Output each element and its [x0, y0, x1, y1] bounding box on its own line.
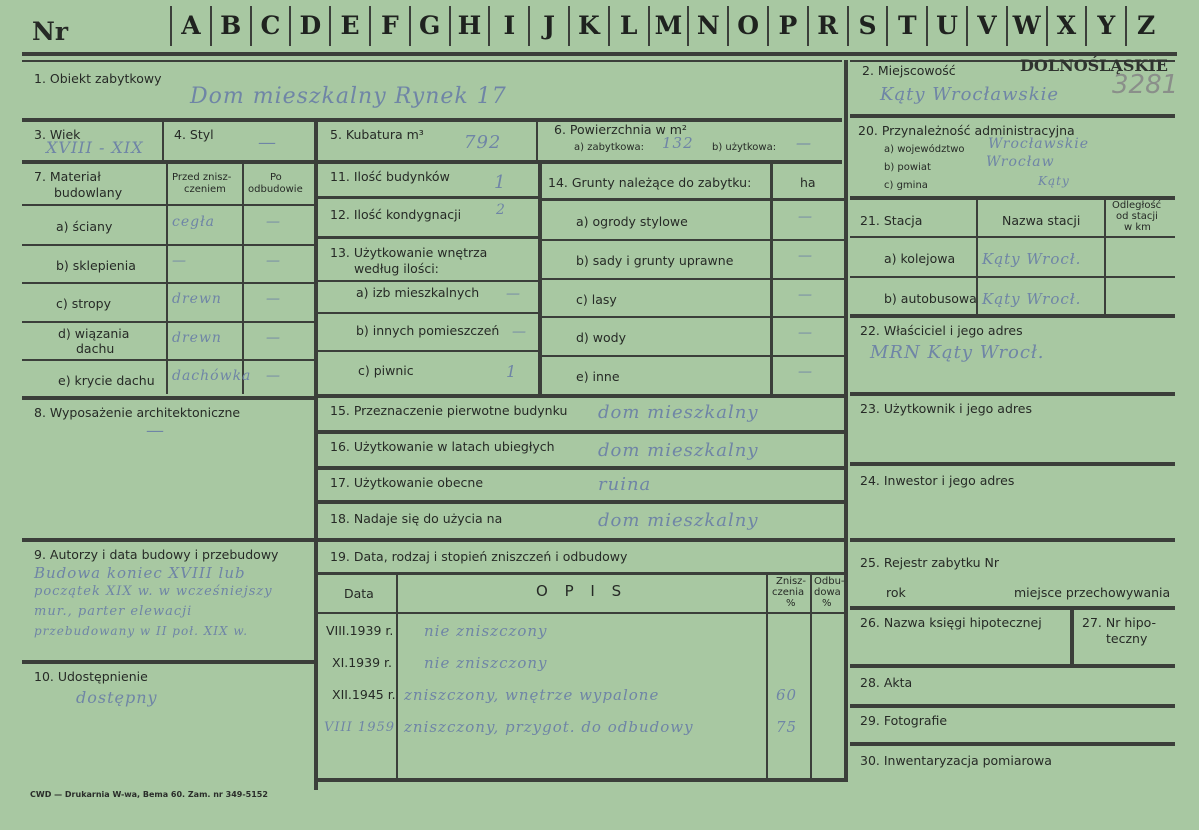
- f19-col-destr-3: %: [786, 598, 796, 609]
- region-stamp: DOLNOŚLĄSKIE: [1020, 56, 1168, 75]
- f7-row-label: b) sklepienia: [56, 257, 136, 273]
- rule: [22, 359, 316, 361]
- f13-label-2: według ilości:: [354, 261, 439, 276]
- f2-value: Kąty Wrocławskie: [880, 84, 1060, 105]
- f1-value: Dom mieszkalny Rynek 17: [190, 84, 507, 109]
- index-letter: E: [329, 6, 369, 46]
- f14-row-label: d) wody: [576, 330, 626, 346]
- f28-label: 28. Akta: [860, 675, 913, 690]
- f21-col-dist-2: od stacji: [1116, 211, 1158, 222]
- rule: [22, 204, 316, 206]
- f21-col-dist-1: Odległość: [1112, 200, 1162, 211]
- index-letter: T: [886, 6, 926, 46]
- index-letter: Y: [1085, 6, 1125, 46]
- rule: [1070, 608, 1074, 666]
- f19-label: 19. Data, rodzaj i stopień zniszczeń i odbudowy: [330, 549, 628, 564]
- f13c-label: c) piwnic: [358, 363, 414, 378]
- f14-row-value: —: [798, 364, 813, 381]
- f19-col-desc: O P I S: [536, 582, 628, 600]
- f29-label: 29. Fotografie: [860, 713, 948, 728]
- f5-value: 792: [464, 132, 502, 153]
- index-letter: J: [528, 6, 568, 46]
- f7-row-after: —: [266, 291, 281, 307]
- f21-label: 21. Stacja: [860, 213, 923, 228]
- printer-footer: CWD — Drukarnia W-wa, Bema 60. Zam. nr 349-5152: [30, 790, 268, 799]
- rule: [850, 314, 1175, 318]
- rule: [316, 236, 538, 239]
- rule: [22, 660, 316, 664]
- f18-value: dom mieszkalny: [598, 510, 759, 531]
- rule: [316, 430, 844, 434]
- index-letter: M: [648, 6, 688, 46]
- f27-label-1: 27. Nr hipo-: [1082, 615, 1157, 630]
- index-letter: L: [608, 6, 648, 46]
- index-letter: K: [568, 6, 608, 46]
- rule: [540, 355, 844, 357]
- rule: [850, 704, 1175, 708]
- f14-row-value: —: [798, 247, 813, 264]
- rule: [316, 394, 844, 398]
- index-letter: P: [767, 6, 807, 46]
- f9-line-4: przebudowany w II poł. XIX w.: [34, 624, 249, 638]
- rule: [766, 574, 768, 780]
- f14-row-label: b) sady i grunty uprawne: [576, 252, 734, 268]
- rule: [316, 500, 844, 504]
- f7-row-before: dachówka: [172, 368, 252, 384]
- rule: [536, 122, 538, 162]
- f20-a-label: a) województwo: [884, 144, 965, 155]
- f7-col-before-1: Przed znisz-: [172, 172, 232, 183]
- index-letter: Z: [1125, 6, 1165, 46]
- f5-label: 5. Kubatura m³: [330, 127, 424, 142]
- rule: [22, 282, 316, 284]
- index-letter: I: [488, 6, 528, 46]
- f19-row-desc: nie zniszczony: [424, 654, 548, 672]
- rule: [396, 574, 398, 780]
- f6-val-b: —: [796, 134, 812, 152]
- index-letter: C: [250, 6, 290, 46]
- f9-line-3: mur., parter elewacji: [34, 604, 193, 619]
- f6-val-a: 132: [662, 134, 694, 152]
- f13a-value: —: [506, 286, 521, 302]
- index-letter: A: [170, 6, 210, 46]
- rule: [540, 239, 844, 241]
- rule: [540, 316, 844, 318]
- header-row: [0, 0, 1199, 60]
- index-letter: G: [409, 6, 449, 46]
- f2-label: 2. Miejscowość: [862, 63, 956, 78]
- f19-col-rebuild-1: Odbu-: [814, 576, 845, 587]
- f21-b-label: b) autobusowa: [884, 291, 977, 306]
- rule: [22, 160, 842, 164]
- f20-c-label: c) gmina: [884, 180, 928, 191]
- f7-row-before: cegła: [172, 214, 215, 230]
- f9-line-1: Budowa koniec XVIII lub: [34, 564, 246, 582]
- f27-label-2: teczny: [1106, 631, 1148, 646]
- f14-unit: ha: [800, 175, 816, 190]
- f23-label: 23. Użytkownik i jego adres: [860, 401, 1032, 416]
- index-letter: B: [210, 6, 250, 46]
- f1-label: 1. Obiekt zabytkowy: [34, 71, 162, 86]
- index-letter: R: [807, 6, 847, 46]
- f22-label: 22. Właściciel i jego adres: [860, 323, 1023, 338]
- rule: [850, 606, 1175, 610]
- f19-row-destr: 75: [776, 718, 798, 736]
- f16-value: dom mieszkalny: [598, 440, 759, 461]
- f4-value: —: [258, 132, 277, 153]
- rule: [316, 350, 538, 352]
- f25-rok: rok: [886, 585, 906, 600]
- f17-label: 17. Użytkowanie obecne: [330, 475, 484, 490]
- f19-row-destr: 60: [776, 686, 798, 704]
- rule: [844, 60, 848, 782]
- index-letter: V: [966, 6, 1006, 46]
- f24-label: 24. Inwestor i jego adres: [860, 473, 1015, 488]
- f10-value: dostępny: [76, 688, 158, 707]
- f7-row-label: dachu: [76, 340, 115, 356]
- rule: [850, 276, 1175, 278]
- f19-row-desc: zniszczony, wnętrze wypalone: [404, 686, 660, 704]
- f7-col-before-2: czeniem: [184, 184, 226, 195]
- index-letter: W: [1006, 6, 1046, 46]
- rule: [22, 244, 316, 246]
- rule: [316, 196, 538, 199]
- f15-value: dom mieszkalny: [598, 402, 759, 423]
- rule: [314, 122, 318, 790]
- rule: [316, 466, 844, 470]
- f7-row-after: —: [266, 329, 281, 346]
- index-letter: D: [289, 6, 329, 46]
- f7-col-after-1: Po: [270, 172, 282, 183]
- rule: [22, 538, 316, 542]
- f7-row-before: drewn: [172, 329, 222, 346]
- f19-col-destr-1: Znisz-: [776, 576, 807, 587]
- f19-row-date: VIII.1939 r.: [326, 623, 394, 638]
- rule: [316, 312, 538, 314]
- f7-label-2: budowlany: [54, 185, 123, 200]
- f20-b-value: Wrocław: [986, 154, 1055, 170]
- index-letter: X: [1046, 6, 1086, 46]
- index-letter: N: [687, 6, 727, 46]
- f21-col-name: Nazwa stacji: [1002, 213, 1081, 228]
- f15-label: 15. Przeznaczenie pierwotne budynku: [330, 403, 568, 418]
- rule: [850, 114, 1175, 118]
- f6-sub-a: a) zabytkowa:: [574, 142, 644, 153]
- rule: [22, 60, 842, 62]
- f30-label: 30. Inwentaryzacja pomiarowa: [860, 753, 1052, 768]
- index-letter: H: [449, 6, 489, 46]
- f21-a-label: a) kolejowa: [884, 251, 956, 266]
- index-letter: S: [847, 6, 887, 46]
- rule: [850, 538, 1175, 542]
- f19-col-date: Data: [344, 586, 374, 601]
- f7-row-before: —: [172, 252, 187, 269]
- f25-place: miejsce przechowywania: [1014, 585, 1171, 600]
- f7-row-before: drewn: [172, 291, 222, 307]
- f19-col-rebuild-3: %: [822, 598, 832, 609]
- f10-label: 10. Udostępnienie: [34, 669, 148, 684]
- f21-b-value: Kąty Wrocł.: [982, 290, 1082, 308]
- rule: [22, 321, 316, 323]
- f3-value: XVIII - XIX: [46, 138, 144, 157]
- f17-value: ruina: [598, 474, 652, 495]
- f7-row-label: e) krycie dachu: [58, 373, 155, 388]
- f3-label: 3. Wiek: [34, 127, 81, 142]
- f7-row-after: —: [266, 252, 281, 269]
- index-letter: F: [369, 6, 409, 46]
- f19-row-date: XI.1939 r.: [332, 655, 392, 670]
- rule: [316, 778, 844, 782]
- f13-label-1: 13. Użytkowanie wnętrza: [330, 245, 488, 260]
- rule: [850, 462, 1175, 466]
- rule: [1104, 200, 1106, 316]
- f14-row-value: —: [798, 286, 813, 303]
- rule: [316, 280, 538, 282]
- f20-b-label: b) powiat: [884, 162, 931, 173]
- f14-row-value: —: [798, 325, 813, 342]
- f13b-label: b) innych pomieszczeń: [356, 323, 500, 338]
- index-letter: U: [926, 6, 966, 46]
- f7-row-label: c) stropy: [56, 296, 111, 311]
- f7-label-1: 7. Materiał: [34, 169, 101, 184]
- f19-row-desc: zniszczony, przygot. do odbudowy: [404, 718, 694, 736]
- f11-label: 11. Ilość budynków: [330, 169, 450, 184]
- card-number: 3281: [1112, 70, 1179, 100]
- f6-label: 6. Powierzchnia w m²: [554, 122, 687, 137]
- f14-row-label: c) lasy: [576, 291, 617, 307]
- f12-value: 2: [496, 202, 506, 218]
- f19-col-rebuild-2: dowa: [814, 587, 841, 598]
- f6-sub-b: b) użytkowa:: [712, 142, 777, 153]
- f9-label: 9. Autorzy i data budowy i przebudowy: [34, 547, 279, 562]
- f13b-value: —: [512, 324, 527, 340]
- f4-label: 4. Styl: [174, 127, 214, 142]
- f19-row-date: VIII 1959: [324, 720, 396, 735]
- rule: [22, 396, 316, 400]
- f20-a-value: Wrocławskie: [988, 136, 1090, 152]
- f19-row-desc: nie zniszczony: [424, 622, 548, 640]
- f21-col-dist-3: w km: [1124, 222, 1151, 233]
- rule: [850, 236, 1175, 238]
- f19-row-date: XII.1945 r.: [332, 687, 396, 702]
- rule: [850, 392, 1175, 396]
- f13c-value: 1: [506, 362, 518, 381]
- rule: [22, 52, 1177, 56]
- f20-c-value: Kąty: [1038, 174, 1070, 188]
- f7-row-label: d) wiązania: [58, 325, 130, 341]
- f14-label: 14. Grunty należące do zabytku:: [548, 175, 752, 190]
- nr-label: Nr: [32, 17, 69, 46]
- f25-label: 25. Rejestr zabytku Nr: [860, 555, 1000, 570]
- f7-row-after: —: [266, 214, 281, 230]
- rule: [22, 118, 842, 122]
- f7-row-label: a) ściany: [56, 219, 113, 234]
- rule: [316, 538, 844, 542]
- f19-col-destr-2: czenia: [772, 587, 805, 598]
- f14-row-label: a) ogrody stylowe: [576, 214, 688, 229]
- rule: [540, 198, 844, 201]
- f22-value: MRN Kąty Wrocł.: [870, 342, 1045, 363]
- f7-col-after-2: odbudowie: [248, 184, 303, 195]
- rule: [810, 574, 812, 780]
- index-letter: O: [727, 6, 767, 46]
- f8-value: —: [146, 420, 165, 441]
- f8-label: 8. Wyposażenie architektoniczne: [34, 405, 241, 420]
- rule: [540, 278, 844, 280]
- f26-label: 26. Nazwa księgi hipotecznej: [860, 615, 1042, 630]
- f14-row-value: —: [798, 209, 813, 225]
- f14-row-label: e) inne: [576, 369, 620, 385]
- f11-value: 1: [494, 172, 507, 193]
- f20-label: 20. Przynależność administracyjna: [858, 123, 1075, 138]
- f21-a-value: Kąty Wrocł.: [982, 250, 1082, 268]
- f7-row-after: —: [266, 368, 281, 384]
- f18-label: 18. Nadaje się do użycia na: [330, 511, 503, 526]
- f16-label: 16. Użytkowanie w latach ubiegłych: [330, 439, 555, 454]
- f13a-label: a) izb mieszkalnych: [356, 285, 480, 300]
- rule: [162, 122, 164, 162]
- rule: [850, 664, 1175, 668]
- rule: [850, 742, 1175, 746]
- f12-label: 12. Ilość kondygnacji: [330, 207, 462, 222]
- f9-line-2: początek XIX w. w wcześniejszy: [34, 584, 273, 599]
